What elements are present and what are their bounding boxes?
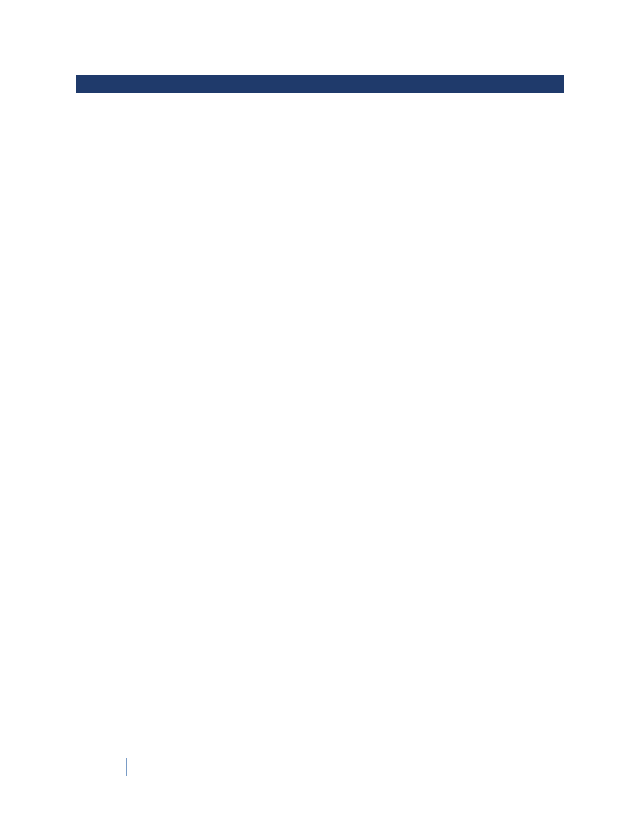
footer-divider bbox=[126, 758, 127, 776]
header-total bbox=[532, 75, 564, 93]
disaster-table bbox=[76, 75, 564, 93]
document-body bbox=[76, 70, 564, 94]
header-jenis bbox=[98, 75, 209, 93]
header-no bbox=[76, 75, 98, 93]
header-jumlah bbox=[209, 75, 532, 93]
